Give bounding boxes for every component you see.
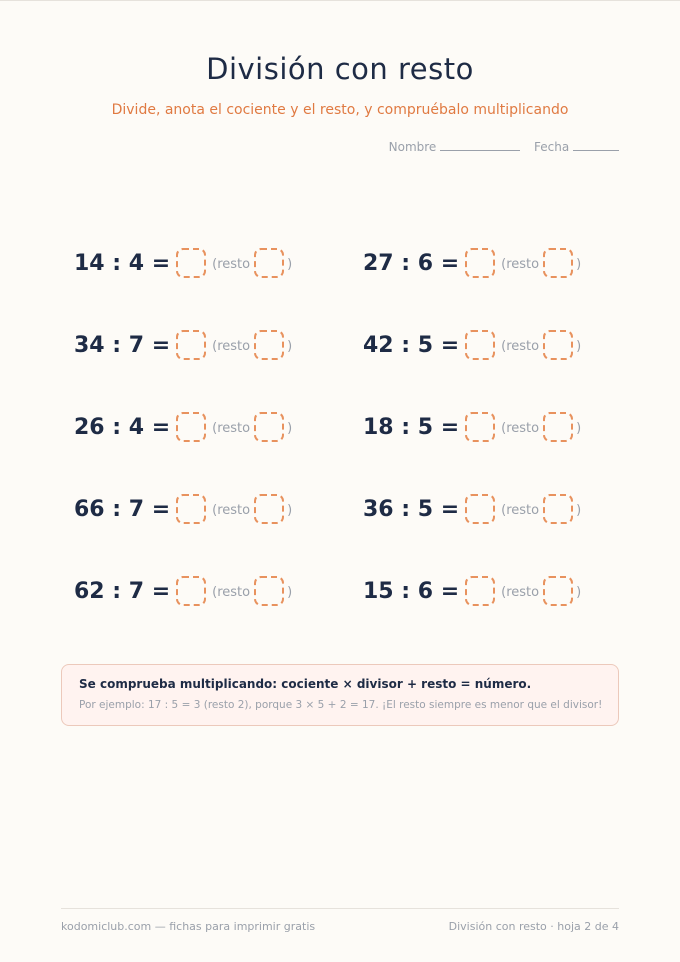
division-problem [74, 328, 292, 362]
closing-parenthesis: ) [576, 256, 582, 272]
closing-parenthesis: ) [287, 584, 293, 600]
division-problem [74, 492, 292, 526]
remainder-answer-box[interactable] [254, 412, 284, 442]
quotient-answer-box[interactable] [465, 330, 495, 360]
closing-parenthesis: ) [287, 502, 293, 518]
name-label: Nombre [388, 140, 437, 154]
remainder-answer-box[interactable] [543, 330, 573, 360]
quotient-answer-box[interactable] [465, 576, 495, 606]
closing-parenthesis: ) [576, 420, 582, 436]
division-problem [74, 410, 292, 444]
division-problem [74, 574, 292, 608]
division-expression: 66 : 7 = [74, 496, 171, 522]
division-expression: 42 : 5 = [363, 332, 460, 358]
division-expression: 18 : 5 = [363, 414, 460, 440]
division-expression: 26 : 4 = [74, 414, 171, 440]
tip-main-text: Se comprueba multiplicando: cociente × divisor + resto = número. [79, 677, 532, 691]
division-problem [363, 328, 581, 362]
quotient-answer-box[interactable] [176, 330, 206, 360]
remainder-answer-box[interactable] [543, 412, 573, 442]
division-expression: 14 : 4 = [74, 250, 171, 276]
remainder-answer-box[interactable] [254, 248, 284, 278]
closing-parenthesis: ) [576, 584, 582, 600]
closing-parenthesis: ) [287, 256, 293, 272]
tip-box [61, 664, 619, 726]
division-expression: 27 : 6 = [363, 250, 460, 276]
remainder-answer-box[interactable] [254, 576, 284, 606]
page-top-border [0, 0, 680, 1]
page-title: División con resto [206, 52, 474, 86]
division-expression: 36 : 5 = [363, 496, 460, 522]
remainder-label: (resto [212, 584, 251, 600]
remainder-label: (resto [501, 420, 540, 436]
remainder-answer-box[interactable] [254, 330, 284, 360]
remainder-answer-box[interactable] [543, 248, 573, 278]
closing-parenthesis: ) [287, 420, 293, 436]
division-problem [74, 246, 292, 280]
quotient-answer-box[interactable] [176, 494, 206, 524]
remainder-label: (resto [501, 338, 540, 354]
footer-divider [61, 908, 619, 909]
closing-parenthesis: ) [576, 338, 582, 354]
quotient-answer-box[interactable] [176, 412, 206, 442]
division-problem [363, 410, 581, 444]
division-expression: 34 : 7 = [74, 332, 171, 358]
date-label: Fecha [533, 140, 570, 154]
remainder-answer-box[interactable] [254, 494, 284, 524]
remainder-label: (resto [501, 584, 540, 600]
date-write-line[interactable] [573, 139, 619, 151]
remainder-label: (resto [212, 256, 251, 272]
footer-site: kodomiclub.com — fichas para imprimir gratis [61, 920, 316, 933]
closing-parenthesis: ) [287, 338, 293, 354]
quotient-answer-box[interactable] [176, 248, 206, 278]
division-problem [363, 574, 581, 608]
division-expression: 62 : 7 = [74, 578, 171, 604]
closing-parenthesis: ) [576, 502, 582, 518]
name-write-line[interactable] [440, 139, 520, 151]
quotient-answer-box[interactable] [465, 248, 495, 278]
division-expression: 15 : 6 = [363, 578, 460, 604]
remainder-label: (resto [501, 502, 540, 518]
remainder-label: (resto [212, 338, 251, 354]
page-subtitle: Divide, anota el cociente y el resto, y compruébalo multiplicando [111, 102, 569, 118]
remainder-answer-box[interactable] [543, 576, 573, 606]
division-problem [363, 246, 581, 280]
remainder-label: (resto [212, 420, 251, 436]
remainder-label: (resto [501, 256, 540, 272]
division-problem [363, 492, 581, 526]
footer-page-info: División con resto · hoja 2 de 4 [448, 920, 619, 933]
tip-example-text: Por ejemplo: 17 : 5 = 3 (resto 2), porque 3 × 5 + 2 = 17. ¡El resto siempre es menor que el divisor! [79, 699, 603, 711]
quotient-answer-box[interactable] [465, 494, 495, 524]
name-date-fields [389, 139, 619, 154]
quotient-answer-box[interactable] [465, 412, 495, 442]
quotient-answer-box[interactable] [176, 576, 206, 606]
remainder-answer-box[interactable] [543, 494, 573, 524]
remainder-label: (resto [212, 502, 251, 518]
